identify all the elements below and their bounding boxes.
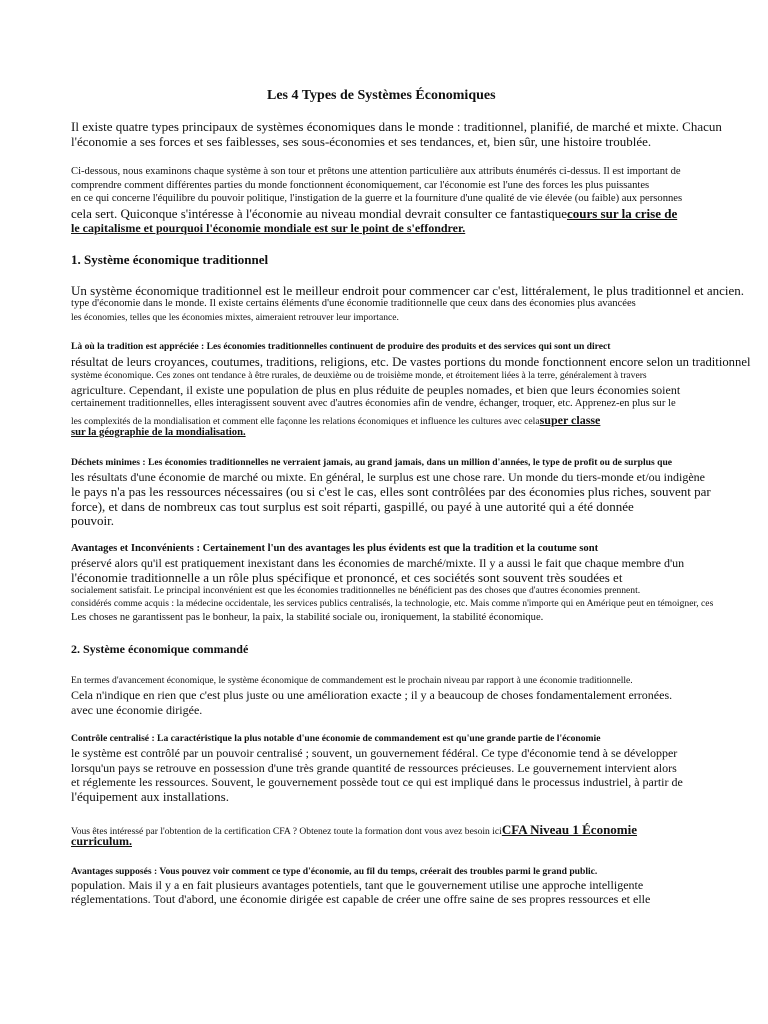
paragraph-line xyxy=(71,834,132,849)
paragraph-line: les économies, telles que les économies mixtes, aimeraient retrouver leur importance. xyxy=(71,312,399,323)
paragraph-text: Vous êtes intéressé par l'obtention de la certification CFA ? Obtenez toute la formation dont vous avez besoin ici xyxy=(71,826,502,837)
paragraph-line: système économique. Ces zones ont tendance à être rurales, de deuxième ou de troisième monde, et étroitement liées à la terre, généralement à travers xyxy=(71,370,647,381)
paragraph-line: En termes d'avancement économique, le système économique de commandement est le prochain niveau par rapport à une économie traditionnelle. xyxy=(71,675,633,686)
paragraph-line: résultat de leurs croyances, coutumes, traditions, religions, etc. De vastes portions du monde fonctionnent encore selon un traditionnel xyxy=(71,354,751,369)
paragraph-line: le système est contrôlé par un pouvoir centralisé ; souvent, un gouvernement fédéral. Ce type d'économie tend à se développer xyxy=(71,746,678,760)
globalization-class-link[interactable]: super classe xyxy=(539,413,601,427)
paragraph-text: les complexités de la mondialisation et comment elle façonne les relations économiques et influence les cultures avec cela xyxy=(71,416,540,427)
paragraph-line xyxy=(71,413,600,428)
paragraph-lead: Avantages et Inconvénients : Certainement l'un des avantages les plus évidents est que la tradition et la coutume sont xyxy=(71,543,599,554)
section-heading: 2. Système économique commandé xyxy=(71,642,249,656)
crisis-course-link[interactable]: cours sur la crise de xyxy=(566,206,678,221)
paragraph-line xyxy=(71,221,465,236)
document-title: Les 4 Types de Systèmes Économiques xyxy=(267,88,496,103)
paragraph-line: et réglemente les ressources. Souvent, le gouvernement possède tout ce qui est impliqué dans le processus industriel, à partir de xyxy=(71,775,683,789)
cfa-curriculum-link-cont[interactable]: curriculum. xyxy=(71,834,132,848)
intro-line: Il existe quatre types principaux de systèmes économiques dans le monde : traditionnel, planifié, de marché et mixte. Chacun xyxy=(71,119,722,134)
paragraph-line: pouvoir. xyxy=(71,513,114,528)
globalization-class-link-cont[interactable]: sur la géographie de la mondialisation. xyxy=(71,427,246,438)
paragraph-line: comprendre comment différentes parties du monde fonctionnent économiquement, car l'économie est l'une des forces les plus puissantes xyxy=(71,180,650,191)
paragraph-line: réglementations. Tout d'abord, une économie dirigée est capable de créer une offre saine de ses propres ressources et elle xyxy=(71,892,651,906)
cfa-curriculum-link[interactable]: CFA Niveau 1 Économie xyxy=(501,822,638,837)
paragraph-line: l'équipement aux installations. xyxy=(71,789,229,804)
paragraph-line: agriculture. Cependant, il existe une population de plus en plus réduite de peuples nomades, et bien que leurs économies soient xyxy=(71,383,681,397)
paragraph-line: les résultats d'une économie de marché ou mixte. En général, le surplus est une chose rare. Un monde du tiers-monde et/ou indigène xyxy=(71,470,705,484)
paragraph-line: Ci-dessous, nous examinons chaque système à son tour et prêtons une attention particulière aux attributs énumérés ci-dessus. Il est important de xyxy=(71,166,681,177)
paragraph-lead: Déchets minimes : Les économies traditionnelles ne verraient jamais, au grand jamais, dans un million d'années, le type de profit ou de surplus que xyxy=(71,457,673,468)
paragraph-line: préservé alors qu'il est pratiquement inexistant dans les économies de marché/mixte. Il y a aussi le fait que chaque membre d'un xyxy=(71,556,685,570)
paragraph-line: population. Mais il y a en fait plusieurs avantages potentiels, tant que le gouvernement utilise une approche intelligente xyxy=(71,878,644,892)
paragraph-line: le pays n'a pas les ressources nécessaires (ou si c'est le cas, elles sont contrôlées par des économies plus riches, souvent par xyxy=(71,484,711,499)
paragraph-line: en ce qui concerne l'équilibre du pouvoir politique, l'instigation de la guerre et la fourniture d'une qualité de vie élevée (ou faible) aux personnes xyxy=(71,193,683,204)
paragraph-lead: Avantages supposés : Vous pouvez voir comment ce type d'économie, au fil du temps, créerait des troubles parmi le grand public. xyxy=(71,866,598,877)
paragraph-line: socialement satisfait. Le principal inconvénient est que les économies traditionnelles ne bénéficient pas des choses que d'autres économies prennent. xyxy=(71,585,641,596)
paragraph-line: force), et dans de nombreux cas tout surplus est soit réparti, gaspillé, ou payé à une autorité qui a été donnée xyxy=(71,499,634,514)
paragraph-line: certainement traditionnelles, elles interagissent souvent avec d'autres économies afin de vendre, échanger, troquer, etc. Apprenez-en plus sur le xyxy=(71,398,676,409)
paragraph-line: type d'économie dans le monde. Il existe certains éléments d'une économie traditionnelle que ceux dans des économies plus avancées xyxy=(71,298,636,309)
paragraph-line: lorsqu'un pays se retrouve en possession d'une très grande quantité de ressources précieuses. Le gouvernement intervient alors xyxy=(71,761,677,775)
paragraph-line xyxy=(71,822,637,838)
crisis-course-link-cont[interactable]: le capitalisme et pourquoi l'économie mondiale est sur le point de s'effondrer. xyxy=(71,221,466,235)
paragraph-text: cela sert. Quiconque s'intéresse à l'économie au niveau mondial devrait consulter ce fantastique xyxy=(71,206,567,221)
paragraph-line: Les choses ne garantissent pas le bonheur, la paix, la stabilité sociale ou, ironiquement, la stabilité économique. xyxy=(71,612,544,623)
intro-line: l'économie a ses forces et ses faiblesses, ses sous-économies et ses tendances, et, bien sûr, une histoire troublée. xyxy=(71,134,652,149)
section-heading: 1. Système économique traditionnel xyxy=(71,252,269,267)
paragraph-line: Cela n'indique en rien que c'est plus juste ou une amélioration exacte ; il y a beaucoup de choses fondamentalement erronées. xyxy=(71,688,673,702)
paragraph-line: l'économie traditionnelle a un rôle plus spécifique et prononcé, et ces sociétés sont souvent très soudées et xyxy=(71,570,623,585)
paragraph-line: considérés comme acquis : la médecine occidentale, les services publics centralisés, la technologie, etc. Mais comme n'importe qui en Amérique peut en témoigner, ces xyxy=(71,598,714,609)
paragraph-lead: Contrôle centralisé : La caractéristique la plus notable d'une économie de commandement est qu'une grande partie de l'économie xyxy=(71,733,601,744)
paragraph-line: Un système économique traditionnel est le meilleur endroit pour commencer car c'est, littéralement, le plus traditionnel et ancien. xyxy=(71,283,745,298)
paragraph-lead: Là où la tradition est appréciée : Les économies traditionnelles continuent de produire des produits et des services qui sont un direct xyxy=(71,341,611,352)
paragraph-line xyxy=(71,206,677,222)
paragraph-line: avec une économie dirigée. xyxy=(71,703,203,717)
paragraph-line xyxy=(71,427,246,438)
